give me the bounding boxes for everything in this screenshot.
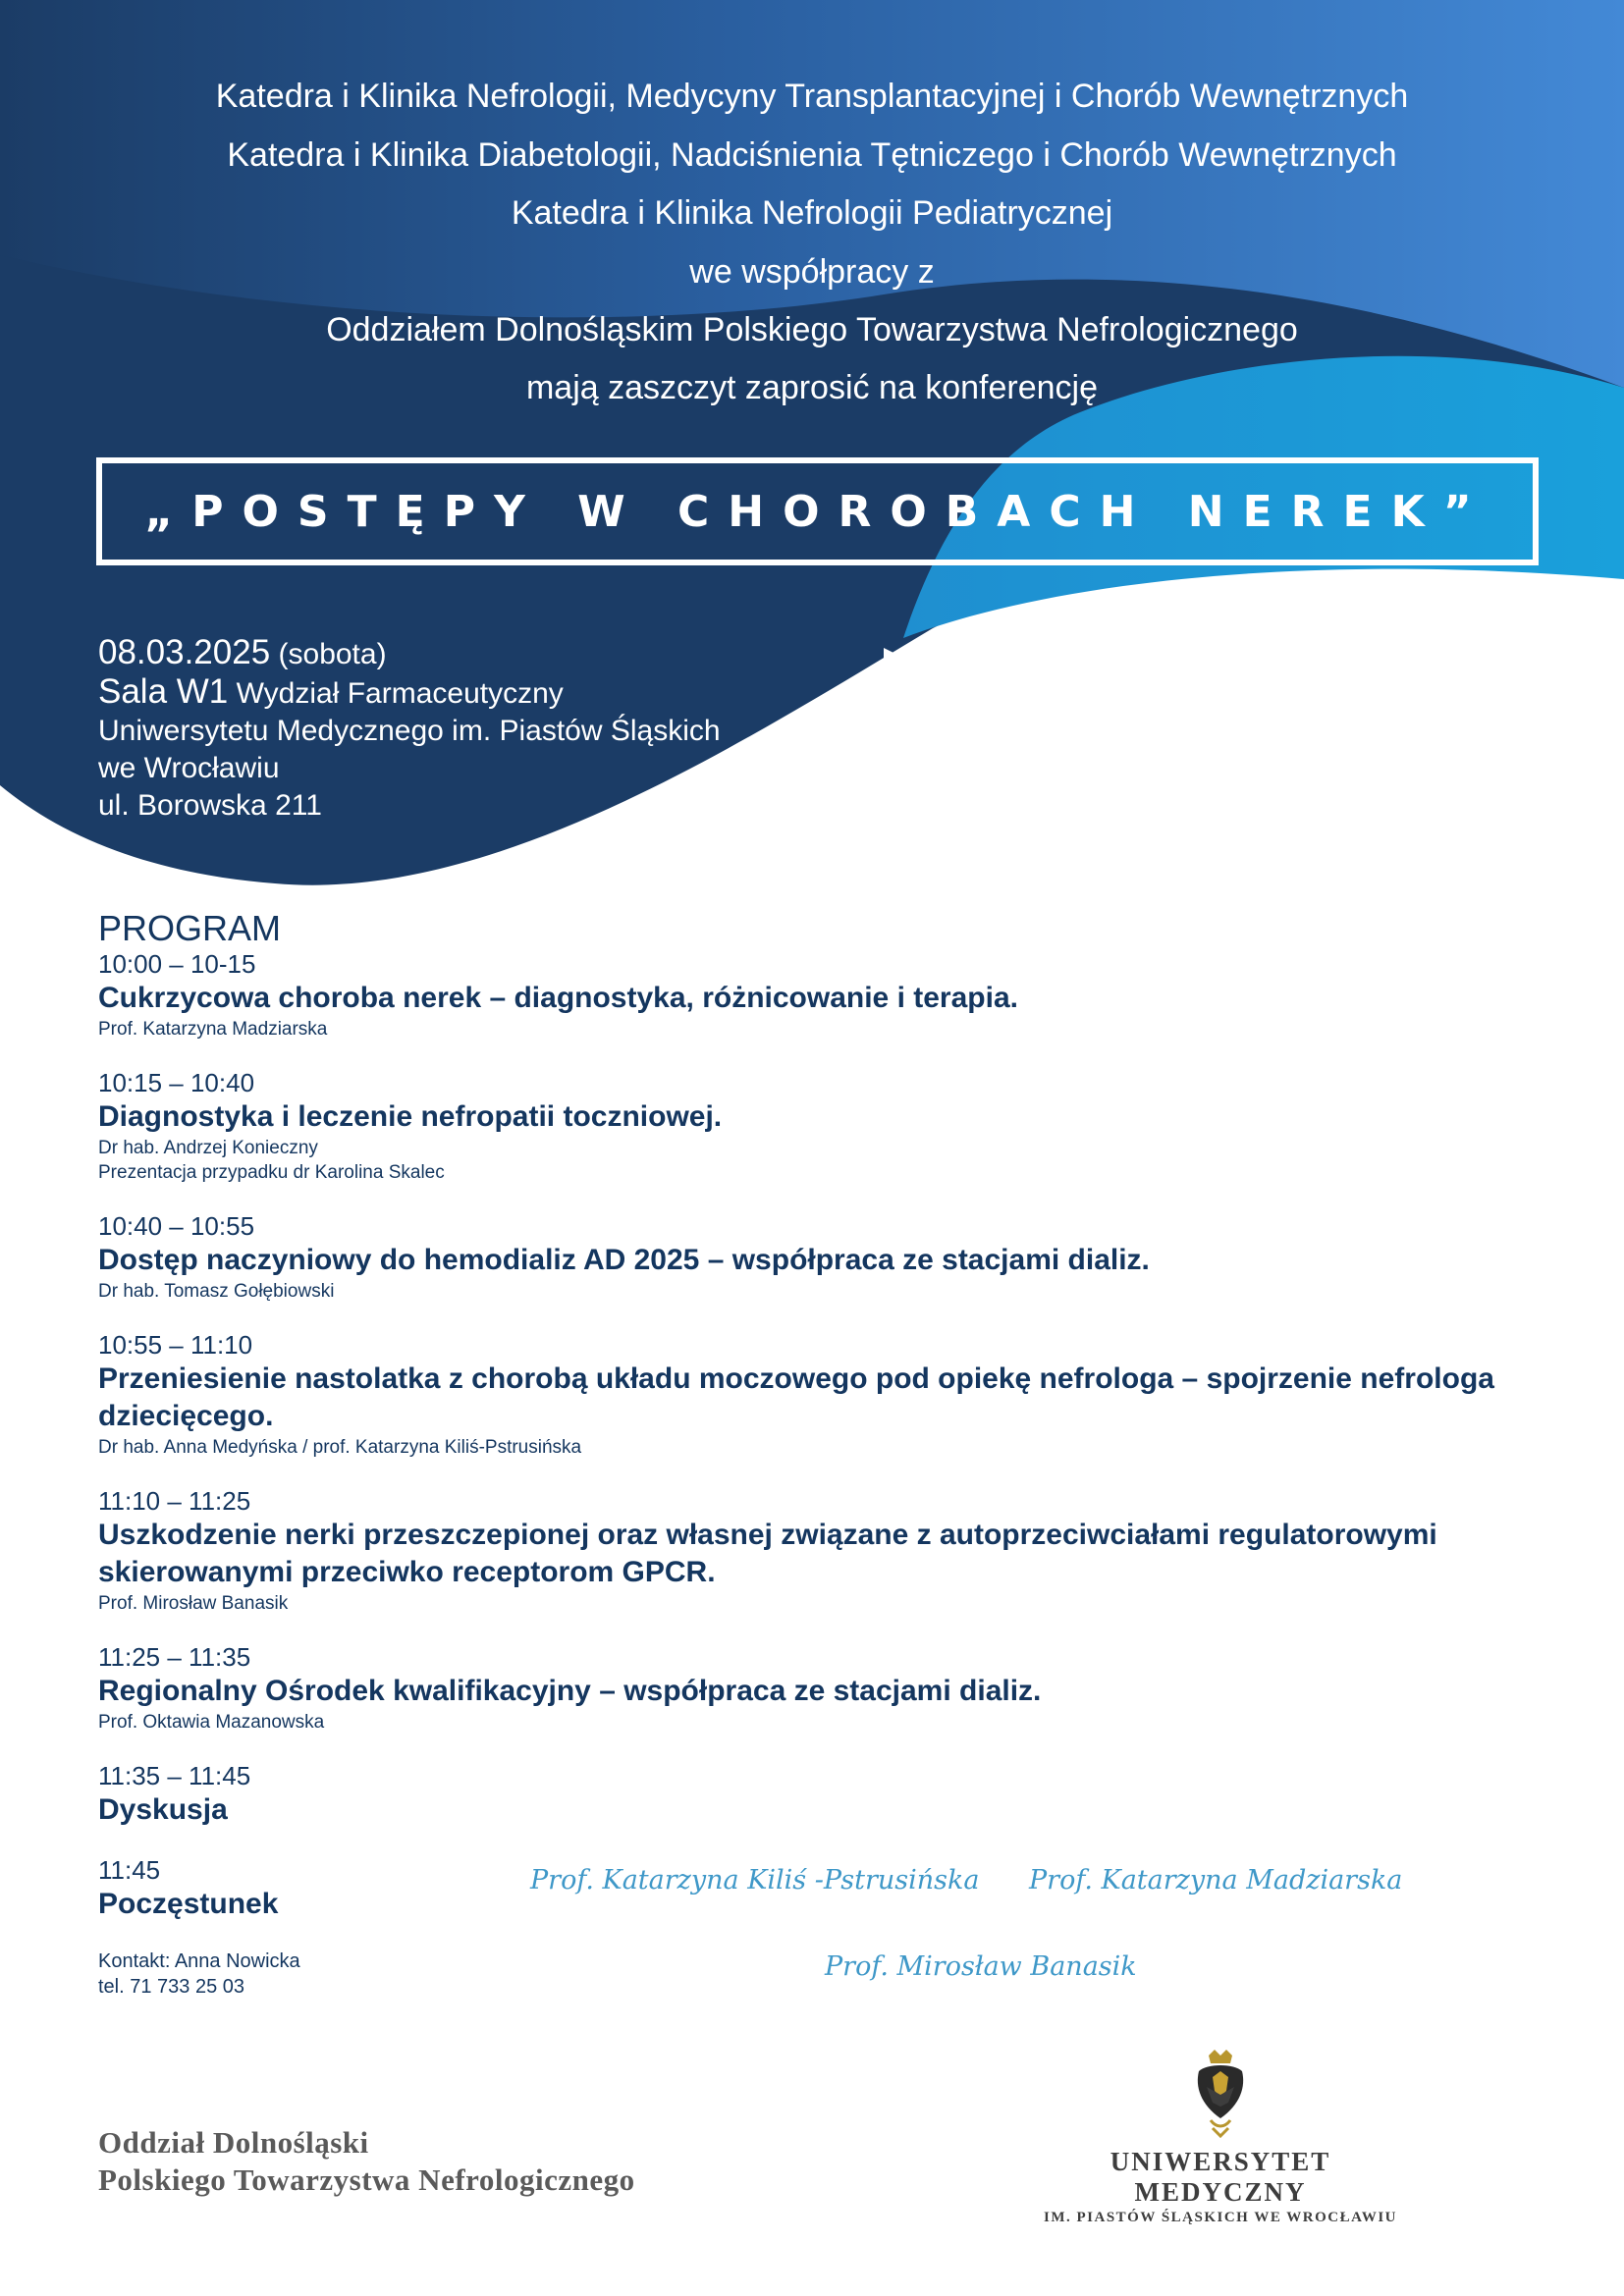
program-speaker: Prof. Oktawia Mazanowska	[98, 1712, 325, 1733]
ptn-branch-line-1: Oddział Dolnośląski	[98, 2125, 369, 2160]
program-item	[98, 1329, 1512, 1460]
program-time: 10:55 – 11:10	[98, 1330, 253, 1360]
program-topic: Regionalny Ośrodek kwalifikacyjny – współpraca ze stacjami dializ.	[98, 1675, 1042, 1707]
header-line-3: Katedra i Klinika Nefrologii Pediatrycznej	[511, 194, 1113, 232]
contact-phone: tel. 71 733 25 03	[98, 1976, 245, 1998]
ptn-branch-line-2: Polskiego Towarzystwa Nefrologicznego	[98, 2163, 635, 2197]
program-heading: PROGRAM	[98, 908, 282, 948]
program-speaker: Prof. Katarzyna Madziarska	[98, 1019, 328, 1040]
event-street: ul. Borowska 211	[98, 789, 322, 822]
contact-block	[98, 1949, 300, 2000]
program-topic: Diagnostyka i leczenie nefropatii toczniowej.	[98, 1100, 723, 1133]
event-day: (sobota)	[278, 638, 387, 670]
program-item	[98, 1485, 1512, 1616]
program-item	[98, 1760, 1512, 1829]
event-faculty: Wydział Farmaceutyczny	[236, 677, 564, 710]
program-topic: Dostęp naczyniowy do hemodializ AD 2025 – współpraca ze stacjami dializ.	[98, 1244, 1150, 1276]
program-speaker: Prezentacja przypadku dr Karolina Skalec	[98, 1162, 445, 1183]
conference-title: „POSTĘPY W CHOROBACH NEREK”	[144, 486, 1490, 537]
program-time: 11:25 – 11:35	[98, 1642, 251, 1672]
signature-madziarska: Prof. Katarzyna Madziarska	[1029, 1865, 1403, 1896]
program-speaker: Prof. Mirosław Banasik	[98, 1593, 289, 1614]
event-city: we Wrocławiu	[98, 752, 280, 784]
ptn-branch-logo	[98, 2124, 635, 2199]
program-topic: Uszkodzenie nerki przeszczepionej oraz własnej związane z autoprzeciwciałami regulatorowymi skierowanymi przeciwko receptorom GPCR.	[98, 1519, 1437, 1588]
program-item	[98, 1641, 1512, 1735]
program-topic: Dyskusja	[98, 1793, 228, 1826]
header-line-1: Katedra i Klinika Nefrologii, Medycyny Transplantacyjnej i Chorób Wewnętrznych	[215, 78, 1409, 115]
conference-title-box	[96, 457, 1539, 565]
event-room: Sala W1	[98, 672, 229, 711]
program-section	[98, 909, 1512, 1923]
university-logo	[1029, 2048, 1412, 2226]
program-speaker: Dr hab. Tomasz Gołębiowski	[98, 1281, 335, 1302]
program-time: 11:10 – 11:25	[98, 1486, 251, 1516]
university-name: UNIWERSYTET MEDYCZNY	[1110, 2147, 1331, 2207]
venue-block	[98, 634, 721, 825]
program-time: 10:15 – 10:40	[98, 1068, 255, 1097]
program-time: 11:45	[98, 1855, 161, 1885]
program-topic: Cukrzycowa choroba nerek – diagnostyka, różnicowanie i terapia.	[98, 982, 1018, 1014]
program-time: 10:00 – 10-15	[98, 949, 256, 979]
signature-banasik: Prof. Mirosław Banasik	[825, 1951, 1137, 1982]
program-item	[98, 1067, 1512, 1185]
program-speaker: Dr hab. Andrzej Konieczny	[98, 1138, 318, 1158]
header-line-5: Oddziałem Dolnośląskim Polskiego Towarzystwa Nefrologicznego	[326, 311, 1298, 348]
event-date: 08.03.2025	[98, 633, 271, 671]
signature-kilis-pstrusinska: Prof. Katarzyna Kiliś -Pstrusińska	[530, 1865, 980, 1896]
event-university: Uniwersytetu Medycznego im. Piastów Śląskich	[98, 715, 721, 747]
header-line-4: we współpracy z	[689, 253, 935, 291]
header-line-2: Katedra i Klinika Diabetologii, Nadciśnienia Tętniczego i Chorób Wewnętrznych	[227, 136, 1397, 174]
header-line-6: mają zaszczyt zaprosić na konferencję	[525, 369, 1099, 406]
program-item	[98, 1210, 1512, 1304]
program-speaker: Dr hab. Anna Medyńska / prof. Katarzyna Kiliś-Pstrusińska	[98, 1437, 582, 1458]
program-item	[98, 948, 1512, 1041]
program-time: 11:35 – 11:45	[98, 1761, 251, 1790]
program-topic: Przeniesienie nastolatka z chorobą układu moczowego pod opiekę nefrologa – spojrzenie nefrologa dziecięcego.	[98, 1362, 1494, 1432]
program-topic: Poczęstunek	[98, 1888, 279, 1920]
contact-name: Kontakt: Anna Nowicka	[98, 1950, 300, 1972]
university-subtitle: IM. PIASTÓW ŚLĄSKICH WE WROCŁAWIU	[1044, 2210, 1397, 2225]
eagle-crest-icon	[1189, 2048, 1252, 2138]
program-time: 10:40 – 10:55	[98, 1211, 255, 1241]
